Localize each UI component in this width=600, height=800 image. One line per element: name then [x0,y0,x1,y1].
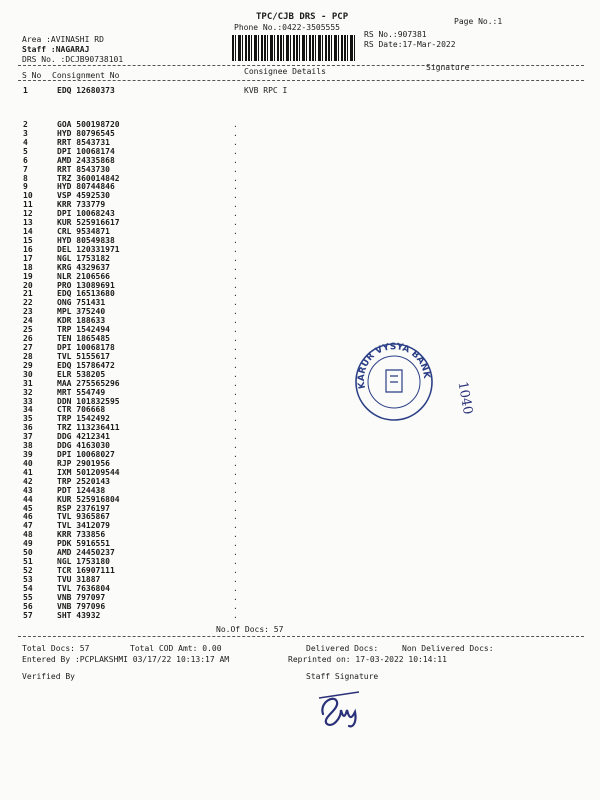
no-of-docs: No.Of Docs: 57 [216,625,284,634]
table-row [0,379,600,388]
row-placeholder-dot: . [233,316,238,326]
table-row [0,423,600,432]
row-placeholder-dot: . [233,405,238,415]
row-consignment-no: AMD 24450237 [57,548,115,558]
table-row [0,209,600,218]
row-placeholder-dot: . [233,423,238,433]
row-consignment-no: NGL 1753182 [57,253,110,263]
table-row [0,191,600,200]
table-row [0,566,600,575]
row-consignment-no: TRP 1542494 [57,325,110,335]
stamp-text: KARUR VYSYA BANK [356,342,432,390]
row-placeholder-dot: . [233,218,238,228]
table-row [0,477,600,486]
row-sno: 19 [23,271,33,281]
row-consignment-no: KDR 188633 [57,316,106,326]
table-row [0,120,600,129]
row-consignment-no: PDT 124438 [57,485,106,495]
col-signature-header: Signature [426,63,470,72]
row-consignment-no: GOA 500198720 [57,120,120,129]
table-row [0,432,600,441]
bank-stamp [352,340,436,424]
entered-by: Entered By :PCPLAKSHMI 03/17/22 10:13:17 AM [22,655,230,664]
row-consignment-no: TCR 16907111 [57,566,115,575]
row-placeholder-dot: . [233,539,238,549]
row-sno: 53 [23,574,33,584]
row-consignment-no: TRP 2520143 [57,476,110,486]
row-consignee-details: KVB RPC I [244,86,288,95]
row-consignment-no: VNB 797097 [57,592,106,602]
table-row [0,236,600,245]
row-consignment-no: DPI 10068174 [57,146,115,156]
row-consignment-no: RJP 2901956 [57,458,110,468]
row-consignment-no: HYD 80796545 [57,128,115,138]
row-sno: 54 [23,583,33,593]
row-placeholder-dot: . [233,530,238,540]
document-title: TPC/CJB DRS - PCP [256,12,349,22]
row-placeholder-dot: . [233,164,238,174]
row-placeholder-dot: . [233,512,238,522]
table-row [0,405,600,414]
row-sno: 20 [23,280,33,290]
row-consignment-no: IXM 501209544 [57,467,120,477]
row-consignment-no: MRT 554749 [57,387,106,397]
row-placeholder-dot: . [233,583,238,593]
table-row [0,521,600,530]
staff-signature-mark [315,688,365,730]
row-sno: 38 [23,441,33,451]
row-sno: 23 [23,307,33,317]
row-consignment-no: RRT 8543730 [57,164,110,174]
row-consignment-no: DPI 10068243 [57,209,115,219]
row-consignment-no: EDQ 16513680 [57,289,115,299]
table-row [0,370,600,379]
row-sno: 47 [23,521,33,531]
row-consignment-no: TRP 1542492 [57,414,110,424]
row-placeholder-dot: . [233,574,238,584]
row-sno: 18 [23,262,33,272]
table-row [0,129,600,138]
row-sno: 10 [23,191,33,201]
handwritten-note [436,372,476,424]
table-row [0,307,600,316]
reprinted-on: Reprinted on: 17-03-2022 10:14:11 [288,655,447,664]
table-row [0,548,600,557]
row-placeholder-dot: . [233,467,238,477]
row-sno: 43 [23,485,33,495]
row-sno: 55 [23,592,33,602]
table-row [0,468,600,477]
row-consignment-no: KRR 733856 [57,530,106,540]
rs-date: RS Date:17-Mar-2022 [364,40,456,49]
row-consignment-no: VNB 797096 [57,601,106,611]
row-consignment-no: SHT 43932 [57,610,101,620]
row-placeholder-dot: . [233,173,238,183]
row-placeholder-dot: . [233,244,238,254]
phone-number: Phone No.:0422-3505555 [234,23,340,32]
table-row [0,557,600,566]
rs-number: RS No.:907381 [364,30,427,39]
total-cod-amount: Total COD Amt: 0.00 [130,644,222,653]
row-sno: 3 [23,128,28,138]
row-sno: 52 [23,566,33,575]
total-docs: Total Docs: 57 [22,644,90,653]
row-sno: 9 [23,182,28,192]
row-placeholder-dot: . [233,235,238,245]
row-sno: 13 [23,218,33,228]
row-placeholder-dot: . [233,209,238,219]
row-placeholder-dot: . [233,137,238,147]
row-placeholder-dot: . [233,503,238,513]
row-placeholder-dot: . [233,200,238,210]
row-consignment-no: DEL 120331971 [57,244,120,254]
row-placeholder-dot: . [233,343,238,352]
row-consignment-no: ONG 751431 [57,298,106,308]
row-sno: 25 [23,325,33,335]
drs-number: DRS No. :DCJB90738101 [22,55,124,64]
row-consignment-no: NLR 2106566 [57,271,110,281]
row-sno: 39 [23,450,33,460]
row-placeholder-dot: . [233,494,238,504]
row-sno: 40 [23,458,33,468]
row-sno: 51 [23,557,33,567]
row-sno: 32 [23,387,33,397]
table-row [0,156,600,165]
table-row [0,602,600,611]
row-consignment-no: MPL 375240 [57,307,106,317]
staff-field: Staff :NAGARAJ [22,45,90,54]
table-row [0,459,600,468]
row-sno: 22 [23,298,33,308]
row-consignment-no: CTR 706668 [57,405,106,415]
row-sno: 17 [23,253,33,263]
row-sno: 48 [23,530,33,540]
row-consignment-no: HYD 80744846 [57,182,115,192]
row-consignment-no: EDQ 12680373 [57,86,115,95]
row-sno: 44 [23,494,33,504]
row-placeholder-dot: . [233,387,238,397]
staff-signature-label: Staff Signature [306,672,379,681]
row-consignment-no: TVU 31887 [57,574,101,584]
row-sno: 29 [23,360,33,370]
barcode [232,35,356,61]
row-consignment-no: DDN 101832595 [57,396,120,406]
row-sno: 28 [23,351,33,361]
row-sno: 5 [23,146,28,156]
table-row [0,174,600,183]
table-row [0,530,600,539]
col-consignment-header: Consignment No [52,71,120,80]
row-placeholder-dot: . [233,182,238,192]
row-sno: 46 [23,512,33,522]
row-consignment-no: DDG 4163030 [57,441,110,451]
row-placeholder-dot: . [233,396,238,406]
table-row [0,272,600,281]
non-delivered-docs: Non Delivered Docs: [402,644,494,653]
table-row [0,539,600,548]
row-consignment-no: RRT 8543731 [57,137,110,147]
row-placeholder-dot: . [233,280,238,290]
row-consignment-no: VSP 4592530 [57,191,110,201]
table-row [0,575,600,584]
area-field: Area :AVINASHI RD [22,35,104,44]
row-sno: 56 [23,601,33,611]
row-sno: 4 [23,137,28,147]
row-placeholder-dot: . [233,271,238,281]
col-sno-header: S No [22,71,42,80]
row-sno: 42 [23,476,33,486]
row-placeholder-dot: . [233,521,238,531]
row-sno: 31 [23,378,33,388]
row-consignment-no: TEN 1865485 [57,334,110,344]
row-sno: 41 [23,467,33,477]
table-row [0,254,600,263]
table-row [0,361,600,370]
row-placeholder-dot: . [233,601,238,611]
table-row [0,450,600,459]
table-row [0,165,600,174]
table-row [0,298,600,307]
divider [18,636,584,637]
table-row [0,611,600,620]
row-consignment-no: TVL 3412079 [57,521,110,531]
row-placeholder-dot: . [233,458,238,468]
row-consignment-no: KRG 4329637 [57,262,110,272]
row-sno: 37 [23,432,33,442]
table-row [0,512,600,521]
page-number: Page No.:1 [454,17,503,26]
row-placeholder-dot: . [233,610,238,620]
row-placeholder-dot: . [233,441,238,451]
row-placeholder-dot: . [233,128,238,138]
table-row [0,263,600,272]
row-consignment-no: PRO 13089691 [57,280,115,290]
table-row [0,86,600,95]
row-placeholder-dot: . [233,262,238,272]
row-placeholder-dot: . [233,485,238,495]
delivered-docs: Delivered Docs: [306,644,379,653]
row-sno: 57 [23,610,33,620]
table-row [0,486,600,495]
row-sno: 26 [23,334,33,344]
row-placeholder-dot: . [233,289,238,299]
row-sno: 1 [23,86,28,95]
table-row [0,584,600,593]
table-row [0,504,600,513]
table-row [0,218,600,227]
table-row [0,138,600,147]
row-consignment-no: DPI 10068027 [57,450,115,460]
row-placeholder-dot: . [233,369,238,379]
row-placeholder-dot: . [233,227,238,237]
table-row [0,200,600,209]
row-consignment-no: PDK 5916551 [57,539,110,549]
row-sno: 12 [23,209,33,219]
table-row [0,281,600,290]
row-sno: 14 [23,227,33,237]
row-consignment-no: KRR 733779 [57,200,106,210]
row-placeholder-dot: . [233,253,238,263]
row-sno: 15 [23,235,33,245]
row-placeholder-dot: . [233,592,238,602]
table-row [0,495,600,504]
note-text: 1040 [454,380,476,416]
row-placeholder-dot: . [233,548,238,558]
divider [18,80,584,81]
row-sno: 50 [23,548,33,558]
row-placeholder-dot: . [233,414,238,424]
row-consignment-no: NGL 1753180 [57,557,110,567]
table-row [0,325,600,334]
row-placeholder-dot: . [233,325,238,335]
row-sno: 36 [23,423,33,433]
row-consignment-no: EDQ 15786472 [57,360,115,370]
row-sno: 34 [23,405,33,415]
table-row [0,316,600,325]
row-consignment-no: KUR 525916617 [57,218,120,228]
table-row [0,182,600,191]
row-consignment-no: TVL 5155617 [57,351,110,361]
row-placeholder-dot: . [233,298,238,308]
row-consignment-no: HYD 80549838 [57,235,115,245]
row-consignment-no: AMD 24335868 [57,155,115,165]
row-placeholder-dot: . [233,360,238,370]
row-consignment-no: TVL 7636804 [57,583,110,593]
table-row [0,397,600,406]
table-row [0,388,600,397]
row-placeholder-dot: . [233,191,238,201]
row-consignment-no: DPI 10068178 [57,343,115,352]
row-consignment-no: KUR 525916804 [57,494,120,504]
table-row [0,245,600,254]
row-sno: 45 [23,503,33,513]
row-placeholder-dot: . [233,146,238,156]
row-sno: 6 [23,155,28,165]
row-consignment-no: DDG 4212341 [57,432,110,442]
row-placeholder-dot: . [233,307,238,317]
row-sno: 16 [23,244,33,254]
row-consignment-no: TRZ 113236411 [57,423,120,433]
row-placeholder-dot: . [233,351,238,361]
row-placeholder-dot: . [233,120,238,129]
row-consignment-no: RSP 2376197 [57,503,110,513]
table-row [0,343,600,352]
row-sno: 2 [23,120,28,129]
row-placeholder-dot: . [233,155,238,165]
row-placeholder-dot: . [233,476,238,486]
row-sno: 27 [23,343,33,352]
table-row [0,147,600,156]
row-placeholder-dot: . [233,566,238,575]
table-row [0,352,600,361]
verified-by-label: Verified By [22,672,75,681]
table-row [0,593,600,602]
row-placeholder-dot: . [233,378,238,388]
row-sno: 35 [23,414,33,424]
row-sno: 24 [23,316,33,326]
table-row [0,414,600,423]
row-sno: 33 [23,396,33,406]
row-consignment-no: TRZ 360014842 [57,173,120,183]
row-placeholder-dot: . [233,557,238,567]
table-row [0,227,600,236]
row-consignment-no: ELR 538205 [57,369,106,379]
row-sno: 21 [23,289,33,299]
table-row [0,441,600,450]
row-sno: 11 [23,200,33,210]
row-placeholder-dot: . [233,432,238,442]
table-row [0,334,600,343]
row-consignment-no: MAA 275565296 [57,378,120,388]
row-sno: 8 [23,173,28,183]
table-row [0,289,600,298]
row-consignment-no: TVL 9365867 [57,512,110,522]
row-sno: 7 [23,164,28,174]
col-consignee-header: Consignee Details [244,67,326,76]
row-placeholder-dot: . [233,450,238,460]
row-placeholder-dot: . [233,334,238,344]
row-sno: 49 [23,539,33,549]
row-sno: 30 [23,369,33,379]
divider [18,65,584,66]
row-consignment-no: CRL 9534871 [57,227,110,237]
